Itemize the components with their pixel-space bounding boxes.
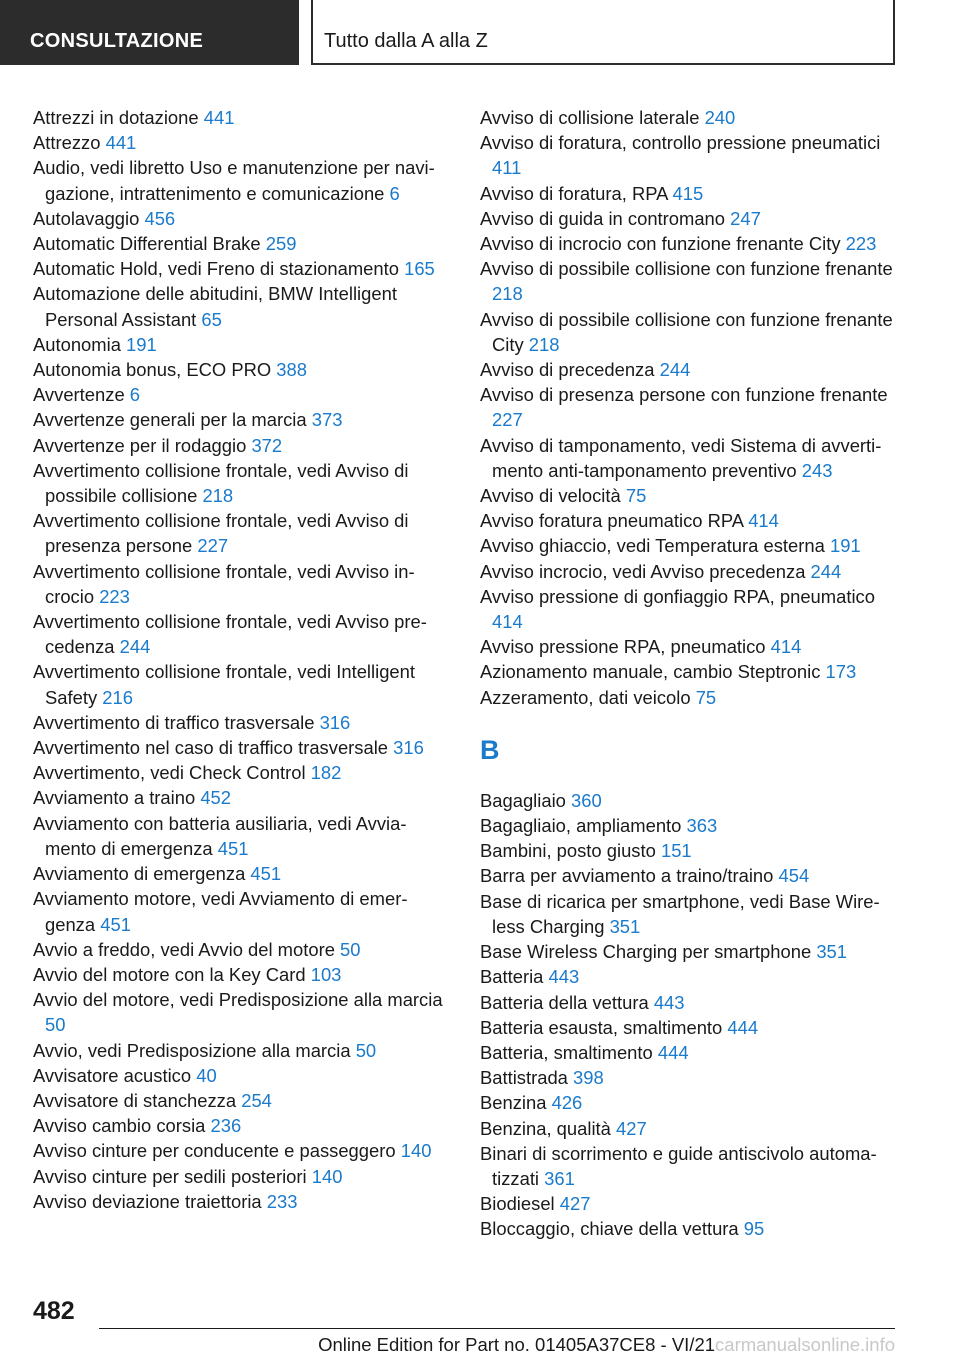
subsection-tab <box>311 0 895 65</box>
section-letter-b: B <box>480 734 500 765</box>
index-entry-text: Avvisatore di stanchezza <box>33 1089 237 1111</box>
index-entry <box>33 1138 448 1163</box>
index-entry-text: Bagagliaio, ampliamento <box>480 815 682 837</box>
index-entry <box>480 889 900 939</box>
index-entry-text: Bambini, posto giusto <box>480 840 656 862</box>
index-entry <box>33 1038 448 1063</box>
index-page-link[interactable]: 227 <box>492 409 523 431</box>
index-entry <box>480 813 900 838</box>
index-page-link[interactable]: 443 <box>548 966 580 988</box>
index-page-link[interactable]: 351 <box>816 941 847 963</box>
index-page-link[interactable]: 451 <box>217 837 249 859</box>
index-page-link[interactable]: 441 <box>203 107 235 128</box>
index-entry <box>33 811 448 861</box>
index-entry-text: Avviso di incrocio con funzione frenante City <box>480 233 841 255</box>
index-page-link[interactable]: 223 <box>99 585 130 607</box>
index-entry-text: Batteria esausta, smaltimento <box>480 1016 723 1038</box>
index-page-link[interactable]: 373 <box>311 409 343 431</box>
index-page-link[interactable]: 75 <box>625 485 647 507</box>
index-list-b <box>480 788 900 1242</box>
index-entry-text: Avvertenze <box>33 384 125 406</box>
index-entry-text: Avviso di velocità <box>480 485 621 507</box>
index-entry <box>33 382 448 407</box>
index-page-link[interactable]: 244 <box>810 560 842 582</box>
page-number: 482 <box>33 1297 75 1325</box>
index-page-link[interactable]: 351 <box>609 915 641 937</box>
index-entry <box>480 256 900 306</box>
index-entry-text: Attrezzo <box>33 132 101 154</box>
index-page-link[interactable]: 363 <box>686 815 718 837</box>
index-entry-text: Avvertimento collisione frontale, vedi Avviso di possibile collisione <box>33 459 409 507</box>
index-entry <box>33 357 448 382</box>
subsection-title: Tutto dalla A alla Z <box>324 30 488 52</box>
index-page-link[interactable]: 427 <box>616 1117 647 1139</box>
index-entry <box>480 433 900 483</box>
index-page-link[interactable]: 411 <box>492 157 522 179</box>
index-entry <box>480 357 900 382</box>
index-page-link[interactable]: 151 <box>660 840 692 862</box>
index-entry-text: Avvertimento collisione frontale, vedi Avviso di presenza persone <box>33 510 409 557</box>
index-page-link[interactable]: 451 <box>250 863 282 885</box>
index-entry <box>480 508 900 533</box>
index-entry <box>480 964 900 989</box>
index-entry <box>33 886 448 936</box>
index-entry <box>33 1063 448 1088</box>
index-entry <box>480 1065 900 1090</box>
index-page-link[interactable]: 372 <box>251 434 283 456</box>
index-entry-text: Avvio del motore, vedi Predisposizione alla marcia <box>33 989 443 1011</box>
index-entry <box>33 962 448 987</box>
index-page-link[interactable]: 173 <box>825 661 857 683</box>
index-page-link[interactable]: 65 <box>201 308 222 330</box>
index-entry <box>33 433 448 458</box>
index-entry-text: Avvio del motore con la Key Card <box>33 963 306 985</box>
index-entry <box>480 685 900 710</box>
index-entry <box>33 281 448 331</box>
index-entry <box>33 710 448 735</box>
index-entry <box>33 105 448 130</box>
index-page-link[interactable]: 103 <box>310 963 342 985</box>
index-page-link[interactable]: 316 <box>319 711 351 733</box>
index-page-link[interactable]: 240 <box>704 107 736 128</box>
index-entry <box>480 382 900 432</box>
index-page-link[interactable]: 360 <box>571 789 602 811</box>
index-entry-text: Base Wireless Charging per smartphone <box>480 941 812 963</box>
index-entry <box>480 231 900 256</box>
index-page-link[interactable]: 216 <box>102 686 133 708</box>
index-entry-text: Avvio, vedi Predisposizione alla marcia <box>33 1039 351 1061</box>
index-entry <box>33 130 448 155</box>
index-entry <box>33 1113 448 1138</box>
index-entry-text: Avviso deviazione traiettoria <box>33 1190 262 1212</box>
index-entry <box>480 533 900 558</box>
index-entry <box>33 1164 448 1189</box>
index-entry-text: Batteria della vettura <box>480 991 649 1013</box>
index-entry-text: Avviso ghiaccio, vedi Temperatura esterna <box>480 535 825 557</box>
index-entry-text: Avviso di guida in contromano <box>480 207 726 229</box>
index-entry-text: Attrezzi in dotazione <box>33 107 199 128</box>
index-entry <box>33 332 448 357</box>
index-entry <box>480 559 900 584</box>
index-entry <box>480 130 900 180</box>
edition-text: Online Edition for Part no. 01405A37CE8 - VI/21 <box>318 1334 716 1355</box>
index-page-link[interactable]: 218 <box>492 283 523 305</box>
index-page-link[interactable]: 414 <box>492 611 523 633</box>
watermark: carmanualsonline.info <box>715 1334 895 1355</box>
index-entry-text: Avviso di foratura, RPA <box>480 182 668 204</box>
index-entry <box>480 659 900 684</box>
index-page-link[interactable]: 243 <box>801 459 833 481</box>
index-entry-text: Avviso di precedenza <box>480 359 655 381</box>
index-entry-text: Automatic Hold, vedi Freno di stazionamento <box>33 258 399 280</box>
index-entry <box>480 939 900 964</box>
index-page-link[interactable]: 361 <box>544 1167 575 1189</box>
index-page-link[interactable]: 414 <box>770 636 802 658</box>
index-entry-text: Benzina, qualità <box>480 1117 611 1139</box>
index-entry-text: Binari di scorrimento e guide antiscivolo automatizzati <box>480 1142 877 1189</box>
index-page-link[interactable]: 427 <box>559 1193 591 1215</box>
index-entry <box>33 760 448 785</box>
index-entry-text: Avviso pressione di gonfiaggio RPA, pneumatico <box>480 585 875 607</box>
index-entry <box>480 1090 900 1115</box>
index-page-link[interactable]: 191 <box>829 535 861 557</box>
index-page-link[interactable]: 247 <box>730 207 761 229</box>
index-entry-text: Automazione delle abitudini, BMW Intelligent Personal Assistant <box>33 283 397 330</box>
index-entry-text: Avviso di tamponamento, vedi Sistema di avvertimento anti-tamponamento preventivo <box>480 434 882 481</box>
index-entry <box>33 206 448 231</box>
index-page-link[interactable]: 50 <box>355 1039 377 1061</box>
index-page-link[interactable]: 236 <box>210 1115 242 1137</box>
index-entry <box>480 1141 900 1191</box>
index-entry-text: Automatic Differential Brake <box>33 233 261 255</box>
index-page-link[interactable]: 454 <box>778 865 810 887</box>
index-entry <box>33 785 448 810</box>
index-entry-text: Biodiesel <box>480 1193 555 1215</box>
index-page-link[interactable]: 444 <box>657 1041 689 1063</box>
index-column-left <box>33 105 448 1214</box>
index-entry-text: Azzeramento, dati veicolo <box>480 686 691 708</box>
index-entry-text: Barra per avviamento a traino/traino <box>480 865 774 887</box>
index-page-link[interactable]: 191 <box>126 333 157 355</box>
index-page-link[interactable]: 414 <box>748 510 779 532</box>
index-entry-text: Benzina <box>480 1092 547 1114</box>
index-entry <box>480 1116 900 1141</box>
index-entry <box>480 1216 900 1241</box>
index-entry <box>33 559 448 609</box>
index-page-link[interactable]: 50 <box>45 1014 66 1036</box>
index-entry-text: Avviamento a traino <box>33 787 196 809</box>
index-entry <box>33 987 448 1037</box>
index-entry-text: Avviso foratura pneumatico RPA <box>480 510 744 532</box>
index-entry <box>480 838 900 863</box>
index-list-a-continued <box>480 105 900 710</box>
index-entry <box>480 1191 900 1216</box>
index-entry-text: Avvertimento collisione frontale, vedi Avviso precedenza <box>33 611 427 658</box>
index-page-link[interactable]: 456 <box>144 207 176 229</box>
index-page-link[interactable]: 443 <box>653 991 685 1013</box>
index-entry-text: Base di ricarica per smartphone, vedi Base Wireless Charging <box>480 890 880 937</box>
index-entry <box>480 584 900 634</box>
index-entry-text: Avviso incrocio, vedi Avviso precedenza <box>480 560 806 582</box>
index-page-link[interactable]: 218 <box>202 485 234 507</box>
footer-divider <box>99 1328 895 1329</box>
index-entry <box>480 863 900 888</box>
index-entry-text: Avvertimento nel caso di traffico trasversale <box>33 737 389 759</box>
index-page-link[interactable]: 40 <box>196 1064 217 1086</box>
index-entry-text: Avviamento di emergenza <box>33 863 246 885</box>
index-entry-text: Avviso di possibile collisione con funzione frenante <box>480 258 893 280</box>
index-entry <box>33 407 448 432</box>
index-entry <box>33 659 448 709</box>
index-page-link[interactable]: 218 <box>528 333 560 355</box>
index-page-link[interactable]: 244 <box>659 359 691 381</box>
index-entry-text: Autonomia bonus, ECO PRO <box>33 359 272 381</box>
index-page-link[interactable]: 6 <box>129 384 141 406</box>
index-page-link[interactable]: 444 <box>727 1016 759 1038</box>
index-page-link[interactable]: 388 <box>276 359 307 381</box>
index-entry-text: Avviamento motore, vedi Avviamento di emergenza <box>33 888 408 935</box>
index-entry-text: Batteria, smaltimento <box>480 1041 653 1063</box>
index-entry <box>480 788 900 813</box>
index-page-link[interactable]: 182 <box>310 762 342 784</box>
index-entry <box>480 990 900 1015</box>
index-page-link[interactable]: 227 <box>197 535 229 557</box>
index-entry-text: Battistrada <box>480 1067 568 1089</box>
index-entry-text: Avviamento con batteria ausiliaria, vedi Avviamento di emergenza <box>33 812 407 859</box>
index-page-link[interactable]: 95 <box>743 1218 765 1240</box>
index-entry <box>480 634 900 659</box>
section-tab <box>0 0 299 65</box>
section-title: CONSULTAZIONE <box>30 30 204 52</box>
index-page-link[interactable]: 244 <box>119 636 151 658</box>
index-page-link[interactable]: 75 <box>695 686 717 708</box>
index-entry <box>33 1189 448 1214</box>
index-entry <box>33 508 448 558</box>
index-entry-text: Avviso cinture per conducente e passeggero <box>33 1140 396 1162</box>
index-entry-text: Avvertimento collisione frontale, vedi Avviso incrocio <box>33 560 415 607</box>
index-page-link[interactable]: 452 <box>200 787 232 809</box>
index-entry-text: Avviso di possibile collisione con funzione frenante City <box>480 308 893 355</box>
index-entry-text: Azionamento manuale, cambio Steptronic <box>480 661 821 683</box>
index-page-link[interactable]: 140 <box>311 1165 343 1187</box>
index-entry-text: Avviso cinture per sedili posteriori <box>33 1165 307 1187</box>
index-entry-text: Avvertenze per il rodaggio <box>33 434 247 456</box>
index-page-link[interactable]: 316 <box>393 737 424 759</box>
index-page-link[interactable]: 165 <box>404 258 435 280</box>
index-entry-text: Bloccaggio, chiave della vettura <box>480 1218 739 1240</box>
index-page-link[interactable]: 398 <box>573 1067 604 1089</box>
index-page-link[interactable]: 451 <box>100 913 131 935</box>
index-entry <box>480 105 900 130</box>
index-entry <box>33 256 448 281</box>
index-entry-text: Avviso cambio corsia <box>33 1115 206 1137</box>
index-entry <box>33 155 448 205</box>
index-entry <box>480 1015 900 1040</box>
index-entry <box>33 937 448 962</box>
index-entry <box>33 458 448 508</box>
index-entry-text: Bagagliaio <box>480 789 566 811</box>
index-page-link[interactable]: 259 <box>265 233 297 255</box>
index-page-link[interactable]: 140 <box>400 1140 432 1162</box>
index-entry-text: Avviso di foratura, controllo pressione pneumatici <box>480 132 881 154</box>
index-entry <box>33 1088 448 1113</box>
index-page-link[interactable]: 441 <box>105 132 137 154</box>
index-entry-text: Avvisatore acustico <box>33 1064 192 1086</box>
index-entry-text: Avviso di collisione laterale <box>480 107 700 128</box>
index-entry-text: Audio, vedi libretto Uso e manutenzione per navigazione, intrattenimento e comunicazione <box>33 157 435 204</box>
index-entry-text: Avvio a freddo, vedi Avvio del motore <box>33 938 335 960</box>
index-entry <box>33 231 448 256</box>
index-entry <box>33 861 448 886</box>
index-page-link[interactable]: 426 <box>551 1092 583 1114</box>
index-entry-text: Avvertimento, vedi Check Control <box>33 762 306 784</box>
index-entry-text: Autonomia <box>33 333 121 355</box>
index-page-link[interactable]: 254 <box>241 1089 272 1111</box>
index-entry-text: Batteria <box>480 966 544 988</box>
index-entry <box>33 735 448 760</box>
index-entry-text: Avviso pressione RPA, pneumatico <box>480 636 766 658</box>
index-entry-text: Avvertimento collisione frontale, vedi Intelligent Safety <box>33 661 415 708</box>
index-entry-text: Avvertenze generali per la marcia <box>33 409 307 431</box>
index-entry <box>480 1040 900 1065</box>
index-entry-text: Avvertimento di traffico trasversale <box>33 711 315 733</box>
index-page-link[interactable]: 223 <box>845 233 877 255</box>
index-column-right <box>480 105 900 1242</box>
index-page-link[interactable]: 6 <box>389 182 400 204</box>
index-entry <box>480 483 900 508</box>
index-entry <box>480 206 900 231</box>
index-entry-text: Avviso di presenza persone con funzione frenante <box>480 384 888 406</box>
index-page-link[interactable]: 415 <box>672 182 704 204</box>
index-entry <box>33 609 448 659</box>
index-entry <box>480 307 900 357</box>
index-entry-text: Autolavaggio <box>33 207 140 229</box>
index-entry <box>480 181 900 206</box>
footer-edition <box>318 1334 895 1356</box>
index-page-link[interactable]: 50 <box>340 938 361 960</box>
index-page-link[interactable]: 233 <box>266 1190 298 1212</box>
